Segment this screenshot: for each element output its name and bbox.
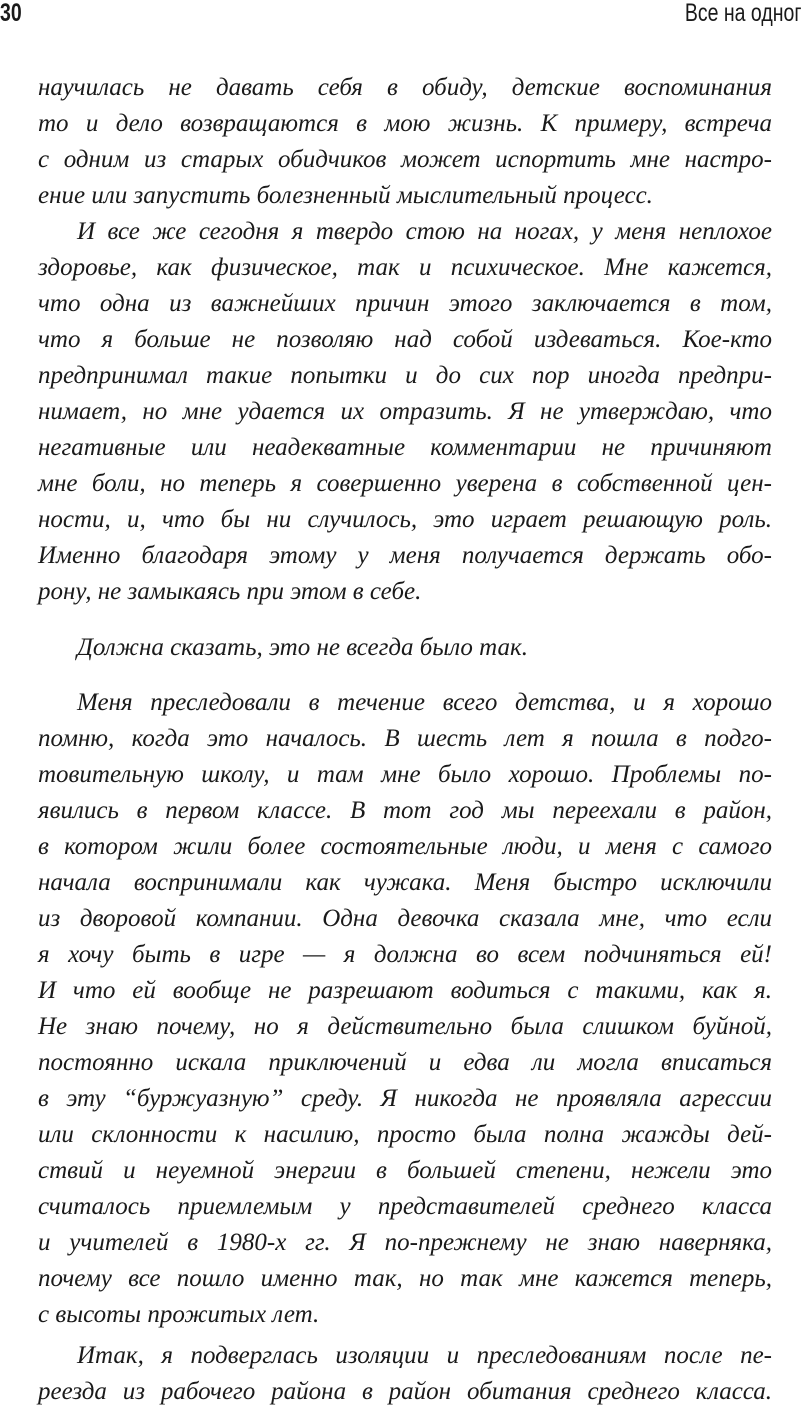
text-line: Не знаю почему, но я действительно была слишком буйной, bbox=[38, 1013, 772, 1040]
page-body bbox=[38, 70, 772, 1410]
text-line: то и дело возвращаются в мою жизнь. К примеру, встреча bbox=[38, 110, 772, 137]
text-line: в котором жили более состоятельные люди, и меня с самого bbox=[38, 833, 772, 860]
text-line: с одним из старых обидчиков может испортить мне настро- bbox=[38, 146, 772, 173]
text-line: здоровье, как физическое, так и психическое. Мне кажется, bbox=[38, 254, 772, 281]
page-number: 30 bbox=[0, 0, 22, 27]
text-line: нимает, но мне удается их отразить. Я не утверждаю, что bbox=[38, 398, 772, 425]
text-line: товительную школу, и там мне было хорошо. Проблемы по- bbox=[38, 761, 772, 788]
text-line: мне боли, но теперь я совершенно уверена в собственной цен- bbox=[38, 470, 772, 497]
text-line: почему все пошло именно так, но так мне кажется теперь, bbox=[38, 1265, 772, 1292]
paragraph bbox=[38, 1338, 772, 1410]
paragraph bbox=[38, 685, 772, 1333]
text-line: Должна сказать, это не всегда было так. bbox=[77, 634, 528, 661]
paragraph bbox=[38, 630, 772, 666]
text-line: начала воспринимали как чужака. Меня быстро исключили bbox=[38, 869, 772, 896]
text-line: считалось приемлемым у представителей среднего класса bbox=[38, 1193, 772, 1220]
text-line: научилась не давать себя в обиду, детские воспоминания bbox=[38, 74, 772, 101]
text-line: постоянно искала приключений и едва ли могла вписаться bbox=[38, 1049, 772, 1076]
text-line: в эту “буржуазную” среду. Я никогда не проявляла агрессии bbox=[38, 1085, 772, 1112]
paragraph bbox=[38, 70, 772, 214]
text-line: я хочу быть в игре — я должна во всем подчиняться ей! bbox=[38, 941, 772, 968]
text-line: что одна из важнейших причин этого заключается в том, bbox=[38, 290, 772, 317]
text-line: или склонности к насилию, просто была полна жажды дей- bbox=[38, 1121, 772, 1148]
text-line: И все же сегодня я твердо стою на ногах, у меня неплохое bbox=[77, 218, 772, 245]
text-line: негативные или неадекватные комментарии не причиняют bbox=[38, 434, 772, 461]
text-line: Именно благодаря этому у меня получается держать обо- bbox=[38, 542, 772, 569]
text-line: Итак, я подверглась изоляции и преследованиям после пе- bbox=[77, 1342, 772, 1369]
running-title: Все на одног bbox=[684, 0, 801, 27]
text-line: ствий и неуемной энергии в большей степени, нежели это bbox=[38, 1157, 772, 1184]
text-line: помню, когда это началось. В шесть лет я пошла в подго- bbox=[38, 725, 772, 752]
text-line: явились в первом классе. В тот год мы переехали в район, bbox=[38, 797, 772, 824]
text-line: ности, и, что бы ни случилось, это играет решающую роль. bbox=[38, 506, 772, 533]
text-line: с высоты прожитых лет. bbox=[38, 1301, 320, 1328]
text-line: предпринимал такие попытки и до сих пор иногда предпри- bbox=[38, 362, 772, 389]
text-line: Меня преследовали в течение всего детства, и я хорошо bbox=[77, 689, 772, 716]
text-line: реезда из рабочего района в район обитания среднего класса. bbox=[38, 1378, 772, 1405]
text-line: что я больше не позволяю над собой издеваться. Кое-кто bbox=[38, 326, 772, 353]
paragraph bbox=[38, 214, 772, 610]
text-line: рону, не замыкаясь при этом в себе. bbox=[38, 578, 422, 605]
text-line: ение или запустить болезненный мыслительный процесс. bbox=[38, 182, 653, 209]
text-line: из дворовой компании. Одна девочка сказала мне, что если bbox=[38, 905, 772, 932]
text-line: И что ей вообще не разрешают водиться с такими, как я. bbox=[38, 977, 772, 1004]
text-line: и учителей в 1980-х гг. Я по-прежнему не знаю наверняка, bbox=[38, 1229, 772, 1256]
